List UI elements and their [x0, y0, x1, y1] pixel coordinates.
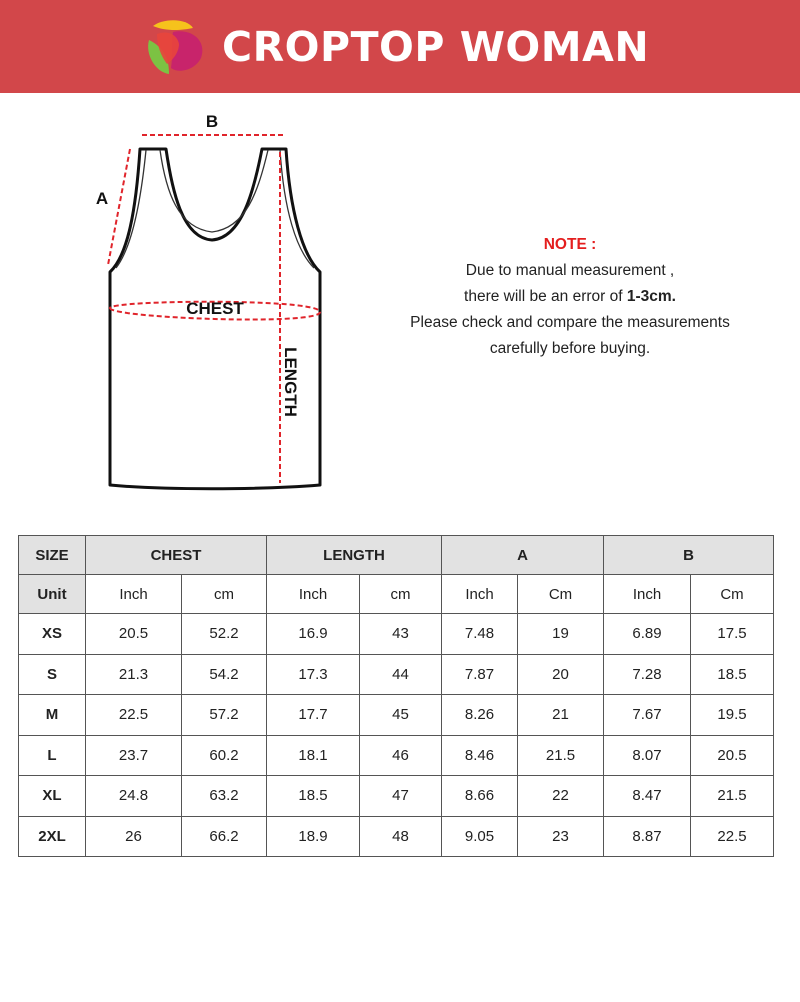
table-cell: 21.5: [518, 735, 604, 776]
measurement-note: [380, 232, 760, 362]
unit-cell: Inch: [86, 575, 182, 614]
table-cell: 24.8: [86, 776, 182, 817]
table-row: [19, 654, 774, 695]
note-title: NOTE :: [543, 236, 597, 253]
label-b: B: [205, 112, 219, 131]
table-cell: 47: [360, 776, 442, 817]
table-row: [19, 776, 774, 817]
table-cell: 9.05: [442, 816, 518, 857]
table-cell: 19: [518, 614, 604, 655]
table-cell: 17.7: [267, 695, 360, 736]
tricolor-leaf-logo-icon: [143, 18, 207, 76]
label-length: LENGTH: [281, 347, 300, 417]
unit-label: Unit: [19, 575, 86, 614]
header-chest: CHEST: [86, 536, 267, 575]
table-cell: 45: [360, 695, 442, 736]
size-label: L: [19, 735, 86, 776]
size-label: XS: [19, 614, 86, 655]
note-line-4: carefully before buying.: [489, 340, 651, 357]
table-cell: 20.5: [86, 614, 182, 655]
table-cell: 48: [360, 816, 442, 857]
tank-top-diagram: [0, 100, 380, 510]
table-cell: 6.89: [604, 614, 691, 655]
table-header-row: [19, 536, 774, 575]
table-cell: 66.2: [182, 816, 267, 857]
table-cell: 22: [518, 776, 604, 817]
table-cell: 63.2: [182, 776, 267, 817]
table-cell: 60.2: [182, 735, 267, 776]
table-row: [19, 816, 774, 857]
size-label: XL: [19, 776, 86, 817]
note-line-2: [380, 284, 760, 310]
table-cell: 57.2: [182, 695, 267, 736]
unit-cell: Cm: [691, 575, 774, 614]
table-cell: 21.5: [691, 776, 774, 817]
table-cell: 26: [86, 816, 182, 857]
table-cell: 17.3: [267, 654, 360, 695]
unit-cell: Inch: [604, 575, 691, 614]
table-cell: 52.2: [182, 614, 267, 655]
table-cell: 17.5: [691, 614, 774, 655]
header-size: SIZE: [19, 536, 86, 575]
size-chart-table: [18, 535, 774, 857]
note-line-2-prefix: there will be an error of: [464, 288, 627, 305]
table-cell: 21.3: [86, 654, 182, 695]
unit-cell: cm: [182, 575, 267, 614]
table-unit-row: [19, 575, 774, 614]
unit-cell: Inch: [442, 575, 518, 614]
table-cell: 22.5: [86, 695, 182, 736]
table-cell: 22.5: [691, 816, 774, 857]
note-error-range: 1-3cm.: [626, 288, 676, 305]
table-cell: 20.5: [691, 735, 774, 776]
table-row: [19, 735, 774, 776]
table-cell: 8.66: [442, 776, 518, 817]
table-cell: 8.47: [604, 776, 691, 817]
table-row: [19, 614, 774, 655]
table-cell: 8.87: [604, 816, 691, 857]
table-cell: 23.7: [86, 735, 182, 776]
tank-top-inner-stitching: [116, 150, 314, 268]
unit-cell: Cm: [518, 575, 604, 614]
table-cell: 46: [360, 735, 442, 776]
header-banner: [0, 0, 800, 93]
size-label: 2XL: [19, 816, 86, 857]
header-length: LENGTH: [267, 536, 442, 575]
table-cell: 8.26: [442, 695, 518, 736]
table-cell: 8.07: [604, 735, 691, 776]
size-label: S: [19, 654, 86, 695]
table-cell: 18.5: [267, 776, 360, 817]
unit-cell: cm: [360, 575, 442, 614]
table-cell: 7.48: [442, 614, 518, 655]
table-cell: 7.28: [604, 654, 691, 695]
table-cell: 44: [360, 654, 442, 695]
header-a: A: [442, 536, 604, 575]
table-cell: 7.67: [604, 695, 691, 736]
note-line-3: Please check and compare the measurements: [410, 314, 730, 331]
table-cell: 21: [518, 695, 604, 736]
table-cell: 18.1: [267, 735, 360, 776]
size-label: M: [19, 695, 86, 736]
note-line-1: Due to manual measurement ,: [465, 262, 675, 279]
table-cell: 16.9: [267, 614, 360, 655]
table-cell: 54.2: [182, 654, 267, 695]
table-row: [19, 695, 774, 736]
table-cell: 20: [518, 654, 604, 695]
header-b: B: [604, 536, 774, 575]
page-title: CROPTOP WOMAN: [222, 23, 650, 71]
table-cell: 7.87: [442, 654, 518, 695]
unit-cell: Inch: [267, 575, 360, 614]
table-cell: 18.5: [691, 654, 774, 695]
table-cell: 8.46: [442, 735, 518, 776]
table-cell: 23: [518, 816, 604, 857]
table-cell: 18.9: [267, 816, 360, 857]
table-cell: 19.5: [691, 695, 774, 736]
table-cell: 43: [360, 614, 442, 655]
label-chest: CHEST: [186, 299, 244, 318]
label-a: A: [95, 189, 109, 208]
